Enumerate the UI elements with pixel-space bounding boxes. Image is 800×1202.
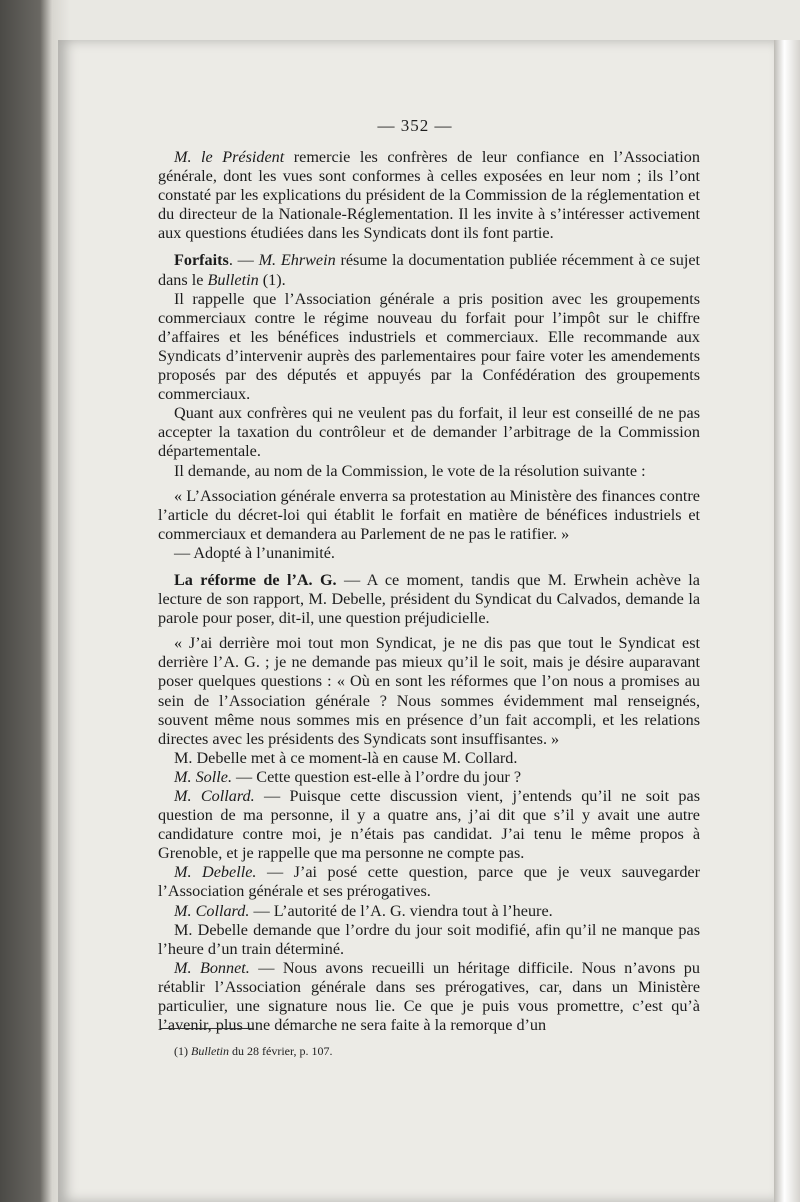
- italic-text: M. Ehrwein: [258, 251, 336, 270]
- paragraph: [158, 959, 700, 1035]
- paragraph: [158, 571, 700, 628]
- paragraph: [158, 634, 700, 749]
- text-run: « L’Association générale enverra sa protestation au Ministère des finances contre l’article du décret-loi qui établit le forfait en matière de bénéfices industriels et commerciaux et demandera au Parlement de ne pas le ratifier. »: [158, 486, 700, 543]
- paragraph: [158, 544, 700, 563]
- paragraph: [158, 290, 700, 405]
- italic-text: M. Collard.: [174, 787, 255, 805]
- text-run: . —: [228, 251, 259, 270]
- text-run: M. Debelle met à ce moment-là en cause M. Collard.: [174, 748, 518, 767]
- page-number: — 352 —: [377, 116, 453, 135]
- footnote-marker: (1): [174, 1044, 188, 1058]
- italic-text: M. Collard.: [174, 901, 250, 920]
- paragraph: [158, 902, 700, 921]
- footnote-rule: [160, 1028, 254, 1029]
- text-run: « J’ai derrière moi tout mon Syndicat, je ne dis pas que tout le Syndicat est derrière l’A. G. ; je ne demande pas mieux qu’il le soit, mais je désire auparavant poser quelques questions : « Où en sont les réformes que l’on nous a promises au sein de l’Association générale ? Nous sommes évidemment mal renseignés, souvent même nous sommes mis en présence d’un fait accompli, et les relations directes avec les présidents des Syndicats sont insuffisantes. »: [158, 634, 700, 748]
- text-run: Il demande, au nom de la Commission, le vote de la résolution suivante :: [174, 461, 646, 480]
- text-run: — Nous avons recueilli un héritage difficile. Nous n’avons pu rétablir l’Association générale dans ses prérogatives, car, dans un Ministère particulier, une signature nous lie. Ce que je puis vous promettre, c’est qu’à l’avenir, plus une démarche ne sera faite à la remorque d’un: [158, 958, 700, 1035]
- paragraph: [158, 404, 700, 461]
- italic-text: M. Debelle.: [174, 863, 257, 882]
- footnote-text: du 28 février, p. 107.: [232, 1044, 333, 1058]
- italic-text: Bulletin: [207, 270, 259, 289]
- text-run: — A ce moment, tandis que M. Erwhein achève la lecture de son rapport, M. Debelle, président du Syndicat du Calvados, demande la parole pour poser, dit-il, une question préjudicielle.: [158, 570, 700, 628]
- paragraph: [158, 251, 700, 289]
- paragraph: [158, 487, 700, 544]
- paragraph: [158, 462, 700, 481]
- adjacent-page-edge: [774, 40, 800, 1202]
- text-run: Quant aux confrères qui ne veulent pas du forfait, il leur est conseillé de ne pas accepter la taxation du contrôleur et de demander l’arbitrage de la Commission départementale.: [158, 404, 700, 461]
- footnote-source: Bulletin: [191, 1044, 229, 1058]
- text-run: remercie les confrères de leur confiance en l’Association générale, dont les vues sont conformes à celles exposées en leur nom ; ils l’ont constaté par les explications du président de la Commission de la réglementation et du directeur de la Nationale-Réglementation. Il les invite à s’intéresser activement aux questions étudiées dans les Syndicats dont ils font partie.: [158, 148, 700, 243]
- text-run: — Cette question est-elle à l’ordre du jour ?: [232, 767, 522, 786]
- paragraph: [158, 749, 700, 768]
- text-run: (1).: [258, 270, 286, 289]
- paragraph: [158, 148, 700, 243]
- text-run: — J’ai posé cette question, parce que je veux sauvegarder l’Association générale et ses prérogatives.: [158, 863, 701, 901]
- italic-text: M. Bonnet.: [174, 958, 250, 977]
- text-run: — Adopté à l’unanimité.: [174, 543, 335, 562]
- paragraph: [158, 863, 700, 901]
- text-run: M. Debelle demande que l’ordre du jour soit modifié, afin qu’il ne manque pas l’heure d’un train déterminé.: [158, 920, 700, 958]
- paragraph: [158, 787, 700, 863]
- text-run: Il rappelle que l’Association générale a pris position avec les groupements commerciaux contre le régime nouveau du forfait pour l’impôt sur le chiffre d’affaires et les bénéfices industriels et commerciaux. Elle recommande aux Syndicats d’intervenir auprès des parlementaires pour faire voter les amendements proposés par des députés et appuyés par la Confédération des groupements commerciaux.: [158, 289, 700, 404]
- text-run: résume la documentation publiée récemment à ce sujet dans le: [158, 251, 700, 289]
- italic-text: M. Solle.: [174, 767, 232, 786]
- section-heading: Forfaits: [174, 251, 229, 270]
- paragraph: [158, 921, 700, 959]
- section-heading: La réforme de l’A. G.: [174, 570, 337, 589]
- text-run: — Puisque cette discussion vient, j’entends qu’il ne soit pas question de ma personne, il y a quatre ans, j’ai dit que s’il y avait une autre candidature contre moi, je n’étais pas candidat. J’ai tenu le même propos à Grenoble, et je rappelle que ma personne ne compte pas.: [158, 787, 700, 863]
- text-run: — L’autorité de l’A. G. viendra tout à l’heure.: [249, 901, 553, 920]
- body-text: [158, 148, 700, 1035]
- paragraph: [158, 768, 700, 787]
- italic-text: M. le Président: [174, 148, 285, 166]
- footnote: [174, 1044, 694, 1059]
